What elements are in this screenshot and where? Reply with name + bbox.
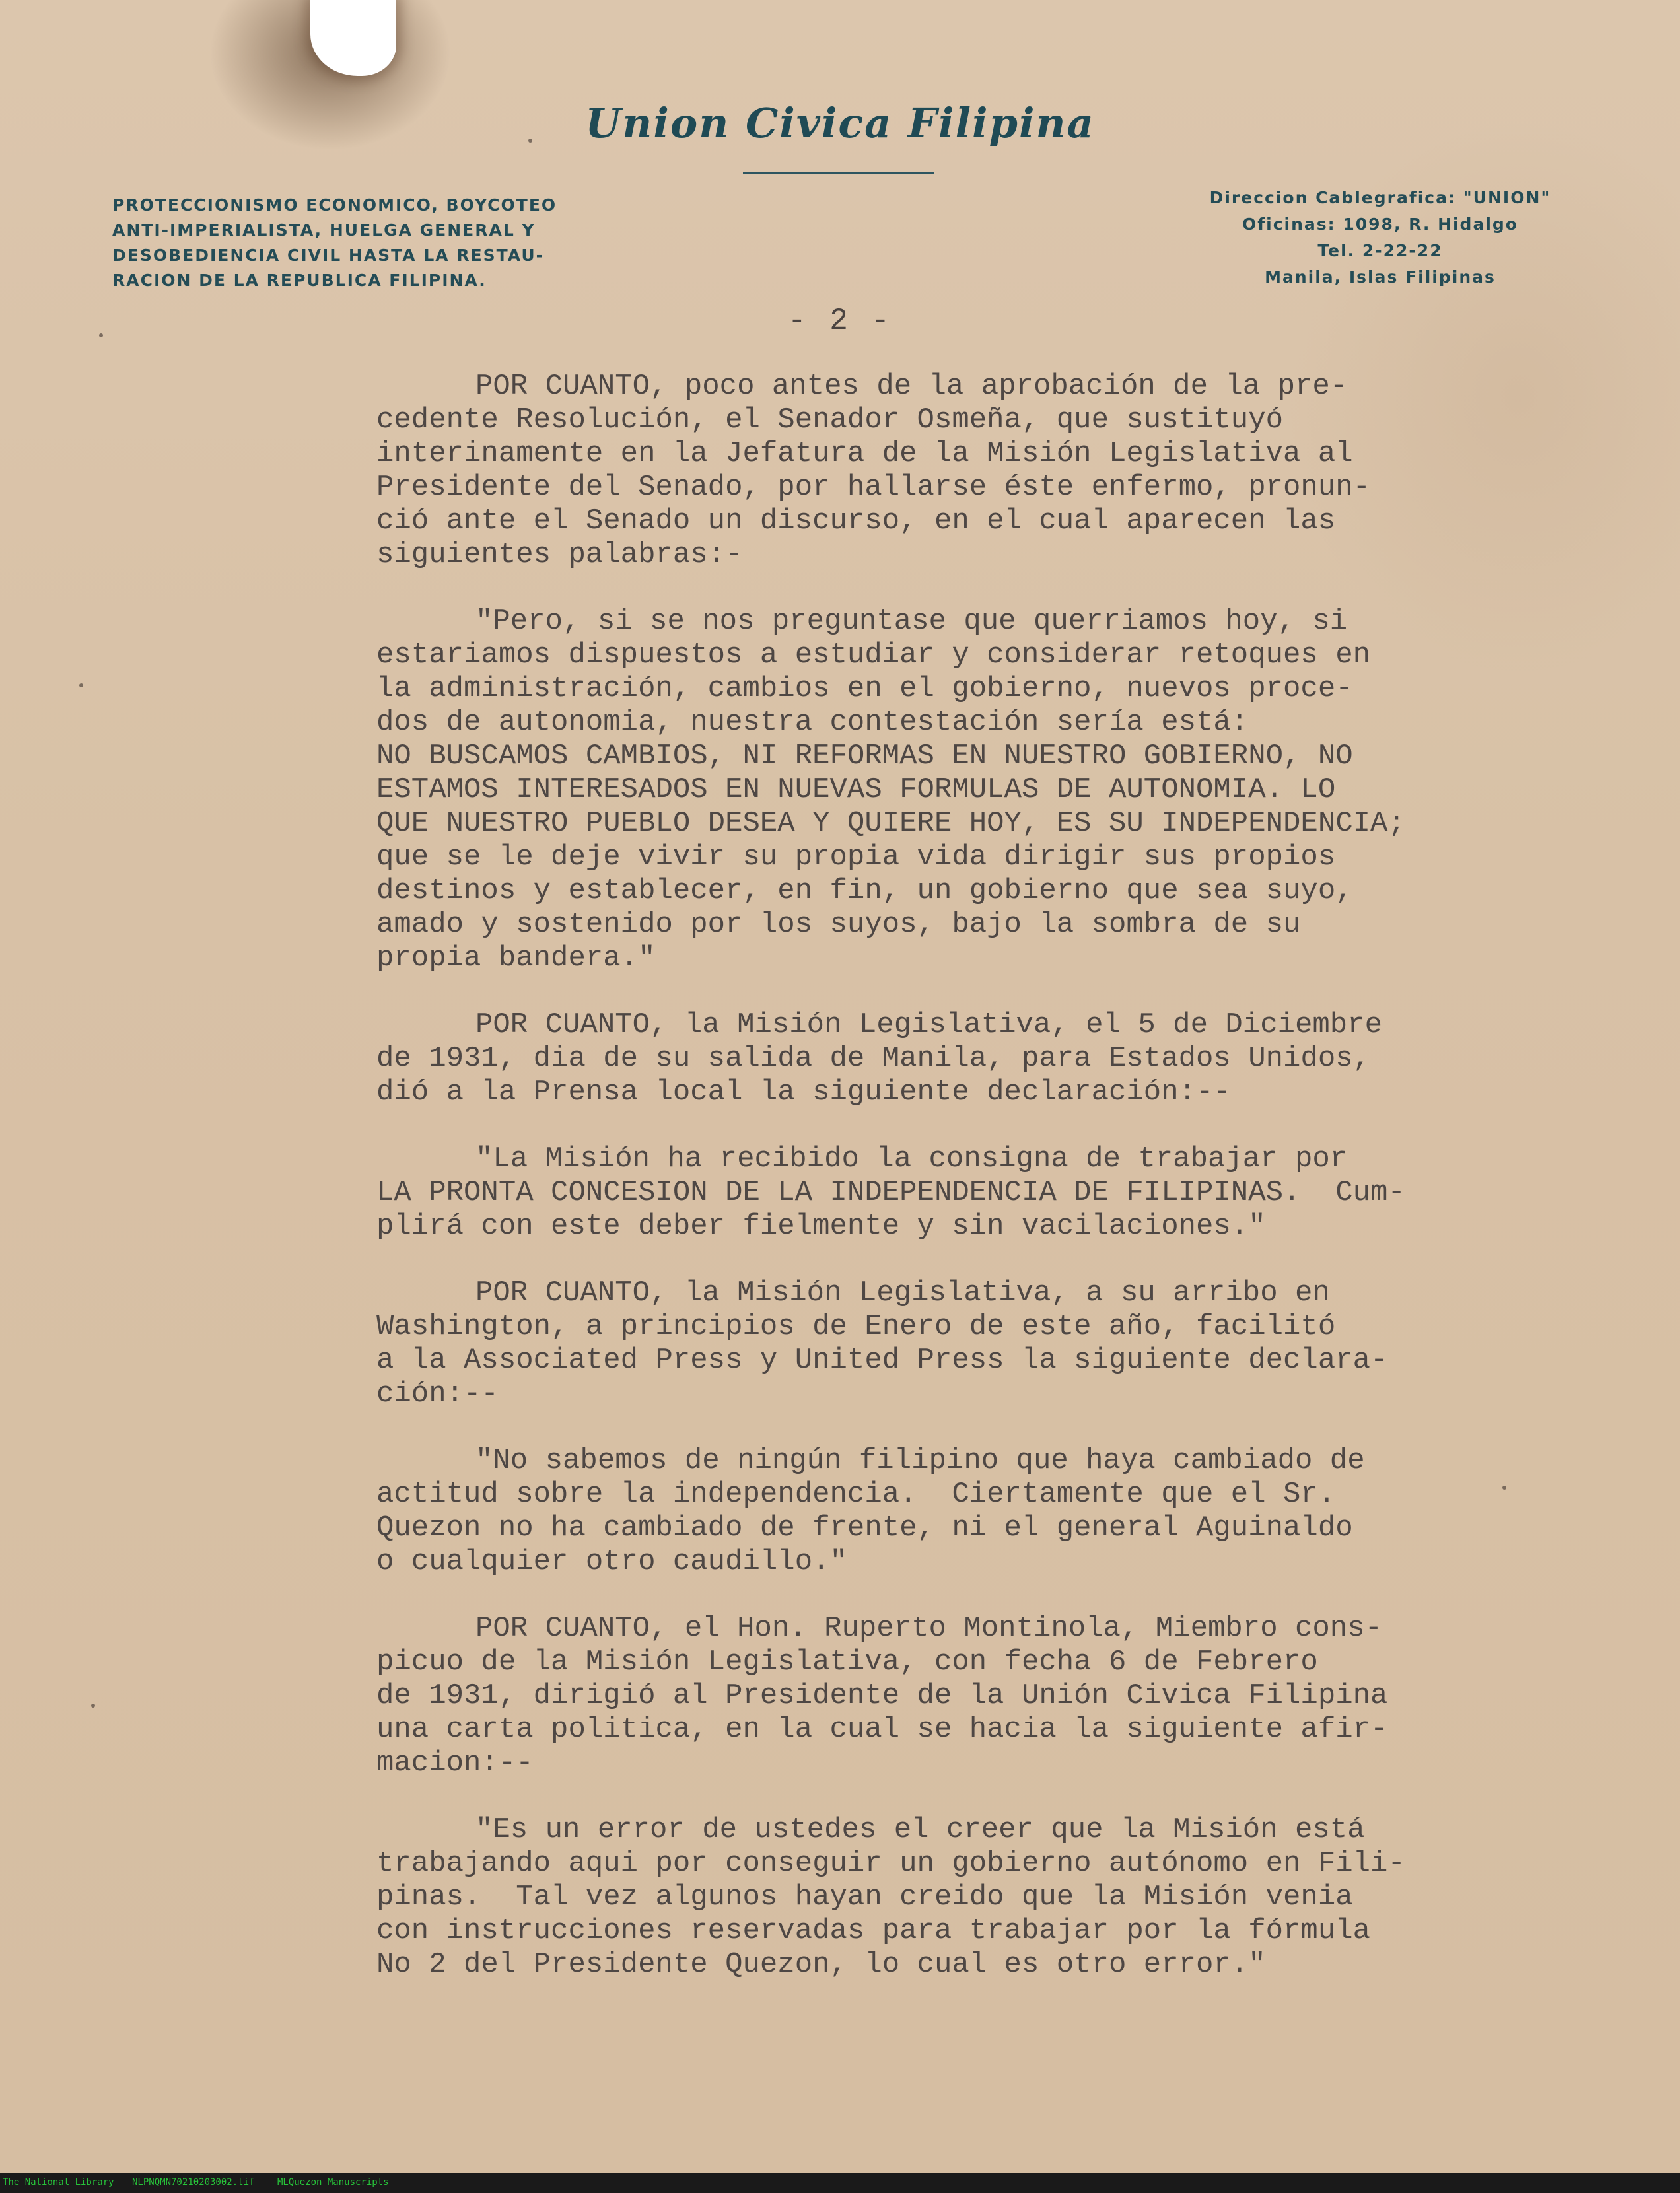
text-line: actitud sobre la independencia. Ciertamente que el Sr. (376, 1478, 1336, 1511)
text-line: QUE NUESTRO PUEBLO DESEA Y QUIERE HOY, ES SU INDEPENDENCIA; (376, 807, 1405, 840)
text-line: "No sabemos de ningún filipino que haya cambiado de (475, 1444, 1365, 1477)
contact-line: Manila, Islas Filipinas (1265, 267, 1496, 287)
title-divider (743, 172, 934, 174)
text-line: a la Associated Press y United Press la siguiente declara- (376, 1344, 1388, 1377)
text-line: "Pero, si se nos preguntase que querriamos hoy, si (475, 605, 1348, 638)
paragraph (376, 370, 1578, 572)
text-line: picuo de la Misión Legislativa, con fecha 6 de Febrero (376, 1646, 1318, 1679)
page-number: - 2 - (787, 304, 893, 338)
text-line: plirá con este deber fielmente y sin vacilaciones." (376, 1210, 1266, 1243)
text-line: POR CUANTO, poco antes de la aprobación de la pre- (475, 370, 1348, 403)
text-line: ción:-- (376, 1377, 499, 1410)
paragraph (376, 1813, 1578, 1982)
paper-speck (79, 683, 83, 687)
contact-line: Oficinas: 1098, R. Hidalgo (1242, 215, 1518, 234)
text-line: que se le deje vivir su propia vida dirigir sus propios (376, 841, 1336, 874)
text-line: dos de autonomia, nuestra contestación sería está: (376, 706, 1249, 739)
text-line: POR CUANTO, la Misión Legislativa, el 5 de Diciembre (475, 1008, 1383, 1041)
text-line: siguientes palabras:- (376, 538, 743, 571)
text-line: una carta politica, en la cual se hacia la siguiente afir- (376, 1713, 1388, 1746)
paragraph (376, 1612, 1578, 1780)
text-line: trabajando aqui por conseguir un gobierno autónomo en Fili- (376, 1847, 1405, 1880)
text-line: la administración, cambios en el gobierno, nuevos proce- (376, 672, 1353, 705)
text-line: dió a la Prensa local la siguiente declaración:-- (376, 1076, 1231, 1109)
text-line: POR CUANTO, la Misión Legislativa, a su arribo en (475, 1276, 1330, 1309)
paragraph (376, 1008, 1578, 1109)
paragraph (376, 1142, 1578, 1243)
text-line: "La Misión ha recibido la consigna de trabajar por (475, 1142, 1348, 1175)
text-line: cedente Resolución, el Senador Osmeña, que sustituyó (376, 403, 1284, 436)
text-line: LA PRONTA CONCESION DE LA INDEPENDENCIA DE FILIPINAS. Cum- (376, 1176, 1405, 1209)
contact-line: Direccion Cablegrafica: "UNION" (1209, 188, 1551, 207)
text-line: Quezon no ha cambiado de frente, ni el general Aguinaldo (376, 1512, 1353, 1545)
text-line: interinamente en la Jefatura de la Misión Legislativa al (376, 437, 1353, 470)
text-line: ESTAMOS INTERESADOS EN NUEVAS FORMULAS DE AUTONOMIA. LO (376, 773, 1336, 806)
paper-damage-hole (310, 0, 396, 76)
text-line: POR CUANTO, el Hon. Ruperto Montinola, Miembro cons- (475, 1612, 1383, 1645)
paper-speck (99, 333, 103, 337)
text-line: Presidente del Senado, por hallarse éste enfermo, pronun- (376, 471, 1371, 504)
letterhead-contact (1175, 185, 1585, 291)
text-line: amado y sostenido por los suyos, bajo la sombra de su (376, 908, 1301, 941)
text-line: estariamos dispuestos a estudiar y considerar retoques en (376, 639, 1371, 672)
contact-line: Tel. 2-22-22 (1317, 241, 1443, 260)
text-line: ció ante el Senado un discurso, en el cual aparecen las (376, 505, 1336, 538)
scan-footer-bar (0, 2173, 1680, 2193)
letterhead-title: Union Civica Filipina (585, 99, 1095, 147)
text-line: destinos y establecer, en fin, un gobierno que sea suyo, (376, 874, 1353, 907)
letterhead-motto (112, 193, 614, 293)
motto-line: ANTI-IMPERIALISTA, HUELGA GENERAL Y (112, 221, 536, 240)
text-line: propia bandera." (376, 942, 656, 975)
paragraph (376, 1444, 1578, 1579)
text-line: o cualquier otro caudillo." (376, 1545, 847, 1578)
motto-line: PROTECCIONISMO ECONOMICO, BOYCOTEO (112, 195, 557, 215)
text-line: No 2 del Presidente Quezon, lo cual es otro error." (376, 1948, 1266, 1981)
footer-file: NLPNQMN70210203002.tif (132, 2177, 255, 2188)
text-line: pinas. Tal vez algunos hayan creido que la Misión venia (376, 1881, 1353, 1914)
text-line: con instrucciones reservadas para trabajar por la fórmula (376, 1914, 1371, 1947)
text-line: de 1931, dia de su salida de Manila, para Estados Unidos, (376, 1042, 1371, 1075)
text-line: macion:-- (376, 1747, 534, 1780)
paper-speck (528, 139, 532, 143)
paragraph (376, 1276, 1578, 1411)
text-line: de 1931, dirigió al Presidente de la Unión Civica Filipina (376, 1679, 1388, 1712)
footer-library: The National Library (3, 2177, 114, 2188)
letter-body (376, 370, 1578, 2015)
paper-speck (91, 1704, 95, 1708)
text-line: Washington, a principios de Enero de este año, facilitó (376, 1310, 1336, 1343)
motto-line: DESOBEDIENCIA CIVIL HASTA LA RESTAU- (112, 246, 545, 265)
paragraph (376, 605, 1578, 975)
paper-speck (1502, 1486, 1506, 1490)
text-line: NO BUSCAMOS CAMBIOS, NI REFORMAS EN NUESTRO GOBIERNO, NO (376, 740, 1353, 773)
text-line: "Es un error de ustedes el creer que la Misión está (475, 1813, 1365, 1846)
footer-collection: MLQuezon Manuscripts (277, 2177, 389, 2188)
motto-line: RACION DE LA REPUBLICA FILIPINA. (112, 271, 487, 290)
